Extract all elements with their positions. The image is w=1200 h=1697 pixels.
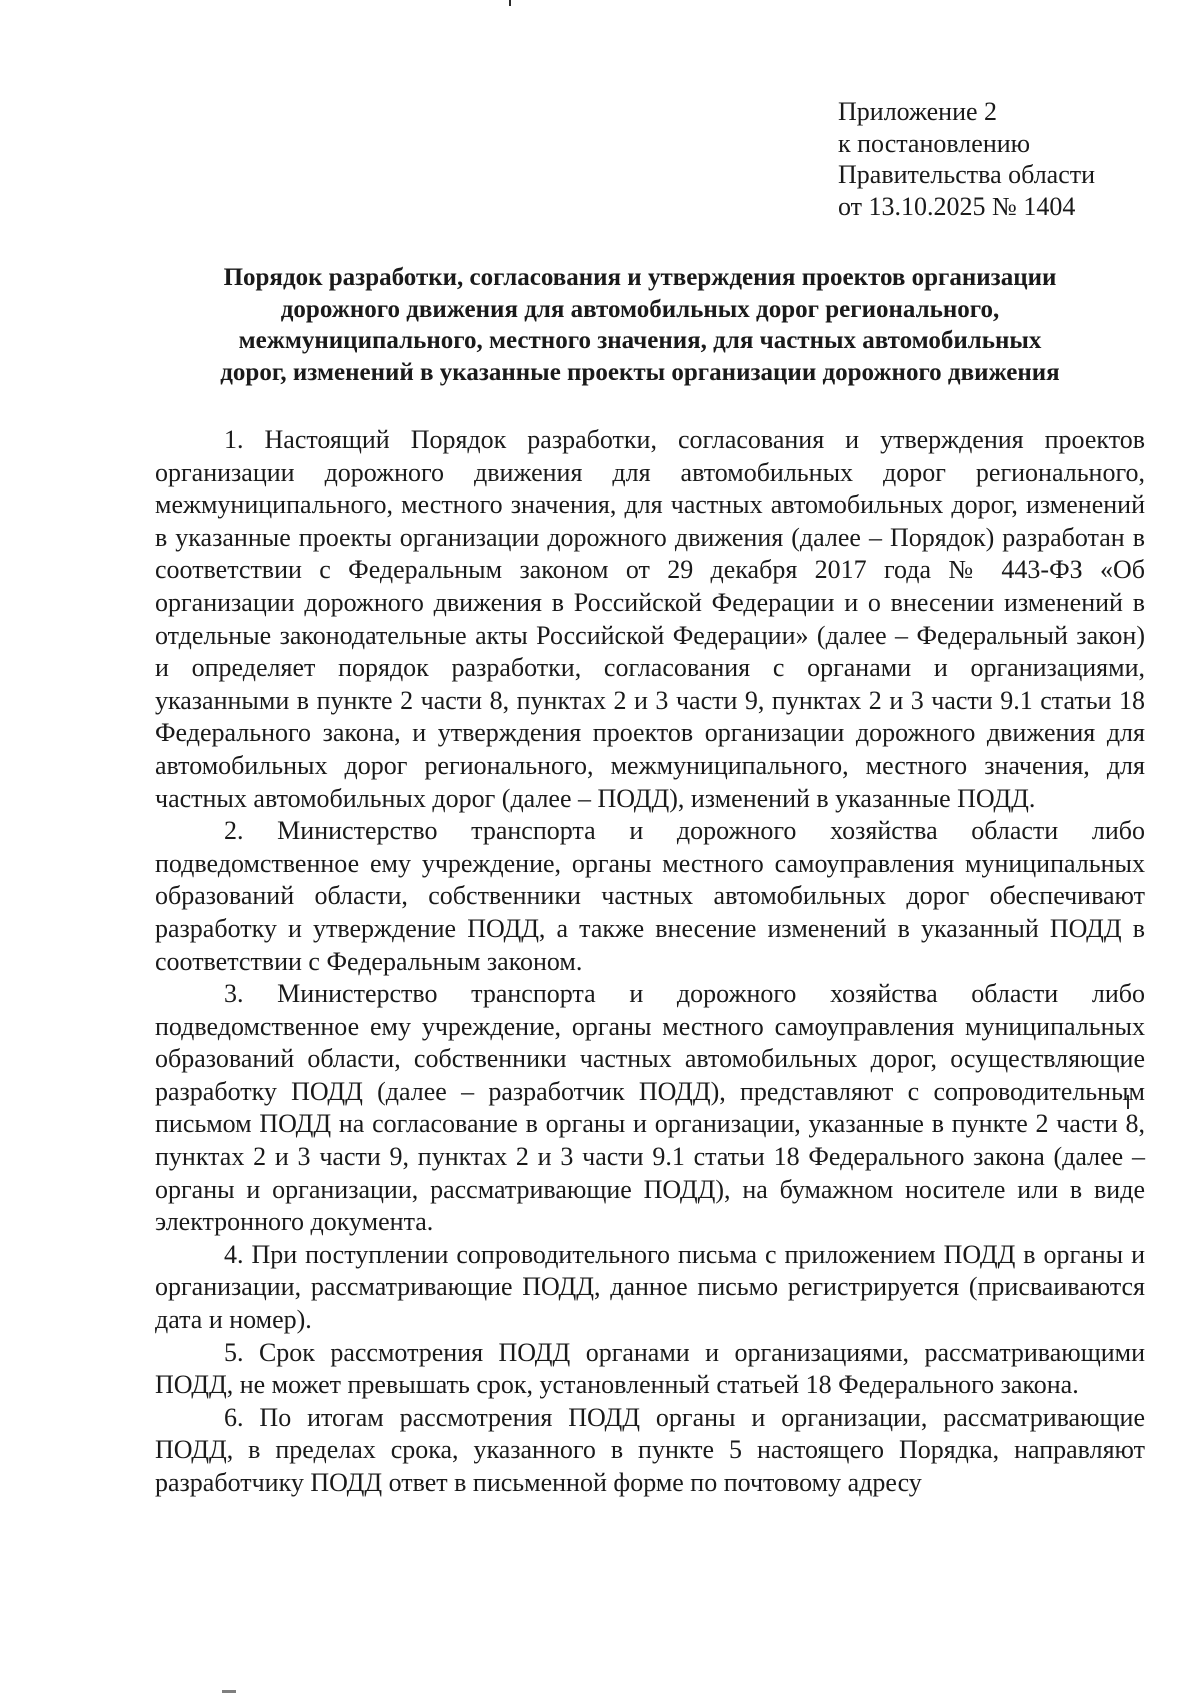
paragraph-4: 4. При поступлении сопроводительного письма с приложением ПОДД в органы и организации, рассматривающие ПОДД, данное письмо регистрируется (присваиваются дата и номер). <box>155 1239 1145 1335</box>
document-body <box>155 424 1145 1500</box>
scan-artifact-top <box>509 0 511 6</box>
title-line: дорожного движения для автомобильных дорог регионального, <box>280 295 1000 323</box>
title-line: межмуниципального, местного значения, для частных автомобильных <box>238 327 1042 354</box>
scan-artifact-bottom <box>222 1690 236 1693</box>
appendix-line: от 13.10.2025 № 1404 <box>838 191 1076 221</box>
paragraph-5: 5. Срок рассмотрения ПОДД органами и организациями, рассматривающими ПОДД, не может превышать срок, установленный статьей 18 Федерального закона. <box>155 1337 1145 1400</box>
paragraph-2: 2. Министерство транспорта и дорожного хозяйства области либо подведомственное ему учреждение, органы местного самоуправления муниципальных образований области, собственники частных автомобильных дорог обеспечивают разработку и утверждение ПОДД, а также внесение изменений в указанный ПОДД в соответствии с Федеральным законом. <box>155 816 1145 976</box>
title-line: дорог, изменений в указанные проекты организации дорожного движения <box>220 358 1060 386</box>
paragraph-6: 6. По итогам рассмотрения ПОДД органы и организации, рассматривающие ПОДД, в пределах срока, указанного в пункте 5 настоящего Порядка, направляют разработчику ПОДД ответ в письменной форме по почтовому адресу <box>155 1402 1145 1497</box>
appendix-header <box>838 96 1168 222</box>
appendix-line: к постановлению <box>838 128 1031 158</box>
document-title <box>150 262 1130 388</box>
paragraph-3: 3. Министерство транспорта и дорожного хозяйства области либо подведомственное ему учреждение, органы местного самоуправления муниципальных образований области, собственники частных автомобильных дорог, осуществляющие разработку ПОДД (далее – разработчик ПОДД), представляют с сопроводительным письмом ПОДД на согласование в органы и организации, указанные в пункте 2 части 8, пунктах 2 и 3 части 9, пунктах 2 и 3 части 9.1 статьи 18 Федерального закона (далее – органы и организации, рассматривающие ПОДД), на бумажном носителе или в виде электронного документа. <box>155 979 1145 1237</box>
title-line: Порядок разработки, согласования и утверждения проектов организации <box>223 264 1057 291</box>
appendix-line: Правительства области <box>838 160 1096 189</box>
paragraph-1: 1. Настоящий Порядок разработки, согласования и утверждения проектов организации дорожного движения для автомобильных дорог регионального, межмуниципального, местного значения, для частных автомобильных дорог, изменений в указанные проекты организации дорожного движения (далее – Порядок) разработан в соответствии с Федеральным законом от 29 декабря 2017 года № 443-ФЗ «Об организации дорожного движения в Российской Федерации и о внесении изменений в отдельные законодательные акты Российской Федерации» (далее – Федеральный закон) и определяет порядок разработки, согласования с органами и организациями, указанными в пункте 2 части 8, пунктах 2 и 3 части 9, пунктах 2 и 3 части 9.1 статьи 18 Федерального закона, и утверждения проектов организации дорожного движения для автомобильных дорог регионального, межмуниципального, местного значения, для частных автомобильных дорог (далее – ПОДД), изменений в указанные ПОДД. <box>155 425 1145 813</box>
appendix-line: Приложение 2 <box>838 97 998 126</box>
